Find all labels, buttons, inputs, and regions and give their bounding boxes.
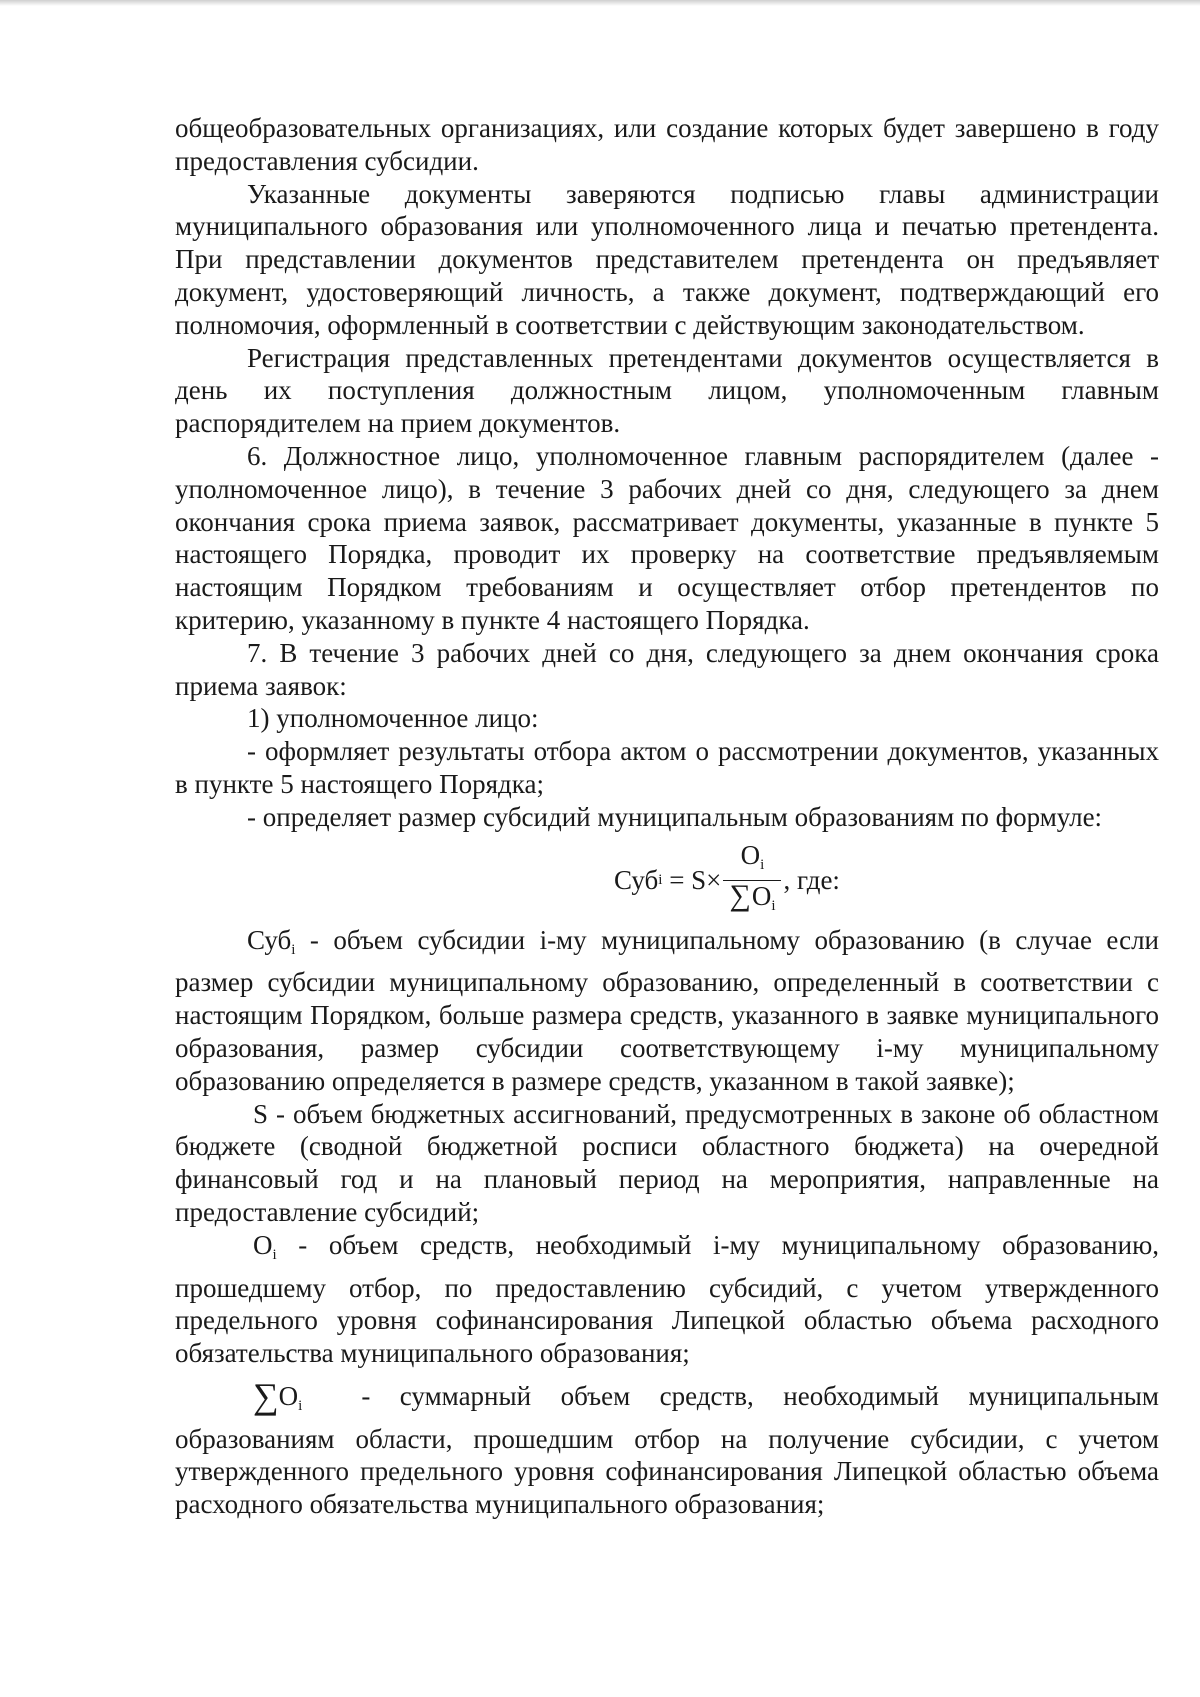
paragraph-bullet-act: - оформляет результаты отбора актом о рассмотрении документов, указанных в пункте 5 настоящего Порядка; — [175, 736, 1159, 799]
definition-sub-text: - объем субсидии i-му муниципальному образованию (в случае если размер субсидии муниципальному образованию, определенный в соответствии с настоящим Порядком, больше размера средств, указанного в заявке муниципального образования, размер субсидии соответствующему i-му муниципальному образованию определяется в размере средств, указанном в такой заявке); — [175, 924, 1159, 1096]
subsidy-formula — [175, 839, 1159, 914]
definition-o — [175, 1229, 1159, 1370]
definition-sub — [175, 924, 1159, 1098]
definition-sum — [175, 1375, 1166, 1521]
formula-lhs-index: i — [658, 872, 663, 889]
formula-numerator — [735, 840, 771, 880]
formula-numerator-symbol: O — [740, 839, 761, 870]
scan-top-edge — [0, 0, 1200, 6]
definition-o-text: - объем средств, необходимый i-му муниципальному образованию, прошедшему отбор, по предоставлению субсидий, с учетом утвержденного предельного уровня софинансирования Липецкой областью объема расходного обязательства муниципального образования; — [175, 1229, 1159, 1369]
paragraph-documents-certified: Указанные документы заверяются подписью главы администрации муниципального образования или уполномоченного лица и печатью претендента. При представлении документов представителем претендента он предъявляет документ, удостоверяющий личность, а также документ, подтверждающий его полномочия, оформленный в соответствии с действующим законодательством. — [175, 178, 1159, 340]
formula-denominator — [723, 878, 781, 921]
formula-expression — [614, 840, 840, 921]
definition-s: S - объем бюджетных ассигнований, предусмотренных в законе об областном бюджете (сводной бюджетной росписи областного бюджета) на очередной финансовый год и на плановый период на мероприятия, направленные на предоставление субсидий; — [175, 1098, 1159, 1227]
paragraph-item-7: 7. В течение 3 рабочих дней со дня, следующего за днем окончания срока приема заявок: — [175, 637, 1159, 701]
formula-tail: , где: — [783, 865, 840, 896]
paragraph-bullet-formula: - определяет размер субсидий муниципальным образованиям по формуле: — [247, 801, 1103, 832]
definition-sum-text: - суммарный объем средств, необходимый муниципальным образованиям области, прошедшим отбор на получение субсидии, с учетом утвержденного предельного уровня софинансирования Липецкой областью объема расходного обязательства муниципального образования; — [175, 1380, 1166, 1520]
definition-o-index: i — [272, 1246, 277, 1263]
definition-sub-symbol: Суб — [247, 924, 292, 955]
formula-denominator-index: i — [771, 897, 776, 914]
definition-sum-index: i — [298, 1397, 303, 1414]
formula-numerator-index: i — [760, 856, 765, 873]
formula-fraction — [723, 840, 781, 921]
paragraph-subitem-1: 1) уполномоченное лицо: — [247, 703, 539, 734]
paragraph-continuation: общеобразовательных организациях, или создание которых будет завершено в году предоставления субсидии. — [175, 113, 1159, 176]
formula-lhs: Суб — [614, 865, 659, 896]
definition-sum-sigma: ∑ — [253, 1375, 279, 1416]
definition-sum-symbol: O — [278, 1380, 299, 1411]
paragraph-registration: Регистрация представленных претендентами документов осуществляется в день их поступления должностным лицом, уполномоченным главным распорядителем на прием документов. — [175, 342, 1159, 439]
definition-o-symbol: O — [253, 1229, 273, 1260]
formula-equals: = S× — [662, 865, 722, 896]
document-body — [175, 112, 1166, 1521]
formula-denominator-symbol: O — [751, 880, 772, 911]
paragraph-item-6: 6. Должностное лицо, уполномоченное главным распорядителем (далее - уполномоченное лицо), в течение 3 рабочих дней со дня, следующего за днем окончания срока приема заявок, рассматривает документы, указанные в пункте 5 настоящего Порядка, проводит их проверку на соответствие предъявляемым настоящим Порядком требованиям и осуществляет отбор претендентов по критерию, указанному в пункте 4 настоящего Порядка. — [175, 440, 1159, 635]
sigma-symbol: ∑ — [729, 878, 751, 912]
definition-sub-index: i — [291, 941, 296, 958]
